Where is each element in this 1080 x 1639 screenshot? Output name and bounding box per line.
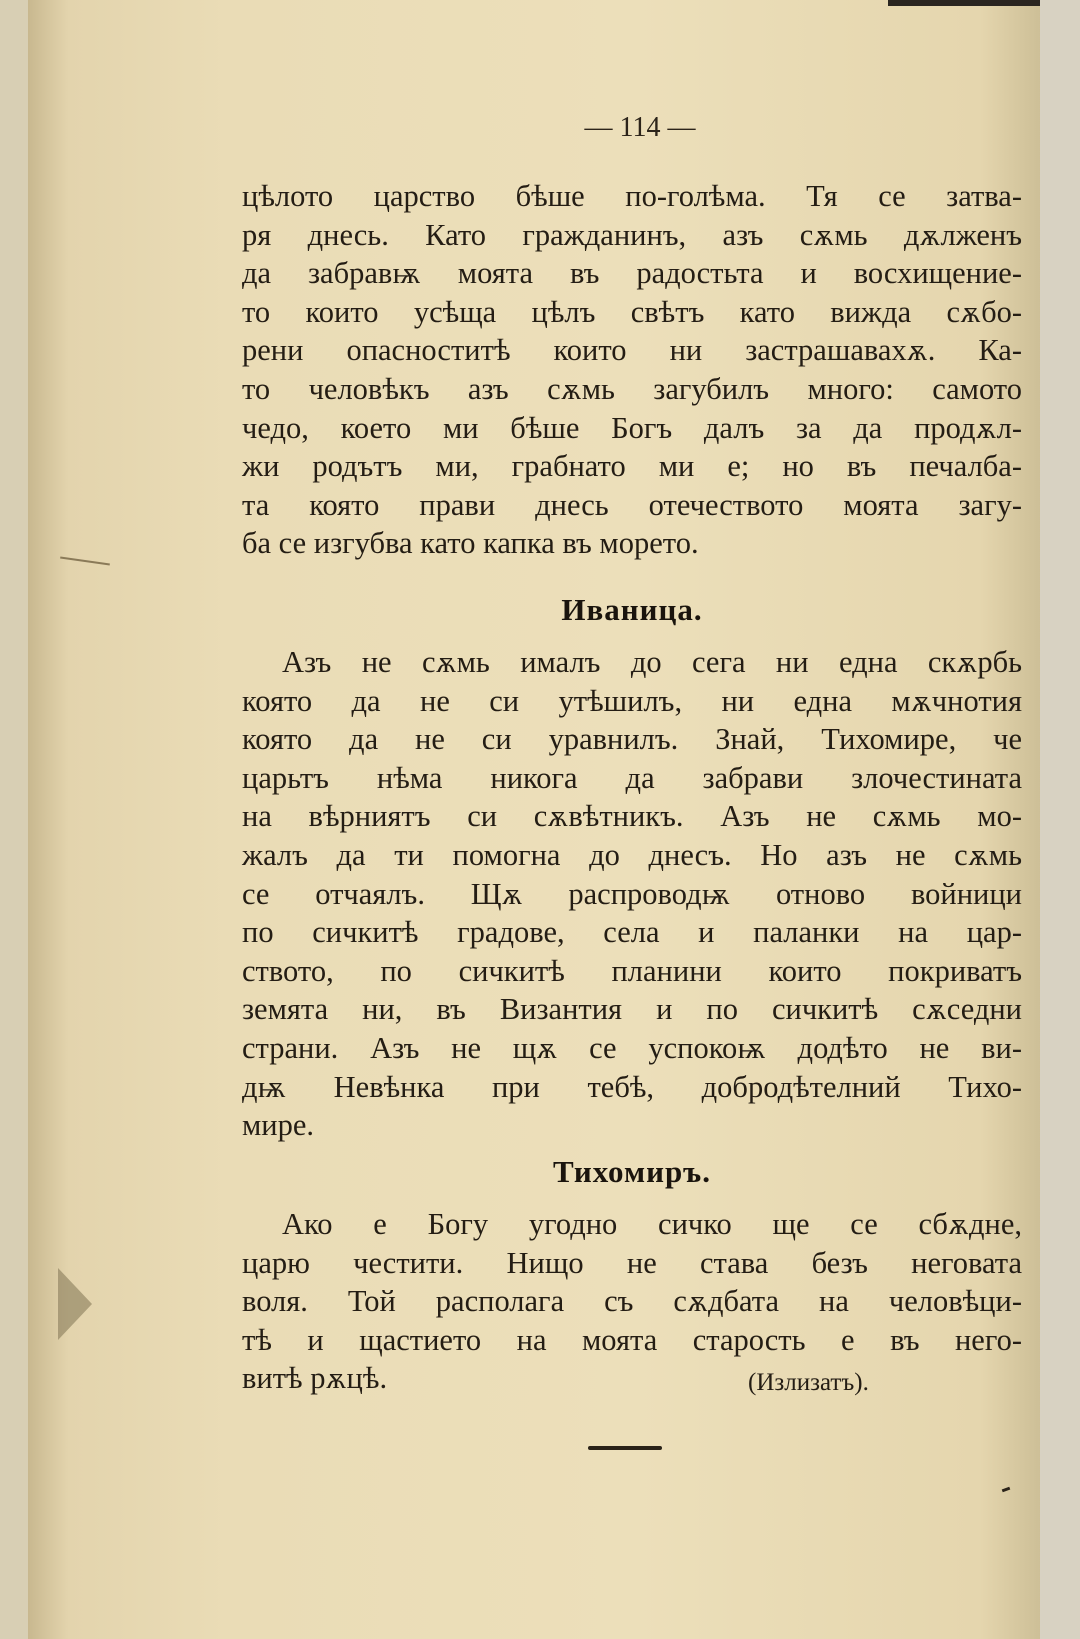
text-line: жи родътъ ми, грабнато ми е; но въ печалба- xyxy=(242,449,1022,484)
paragraph-2 xyxy=(242,643,1022,1145)
text-line: Ако е Богу угодно сичко ще се сбѫдне, xyxy=(282,1207,1022,1241)
text-line: тѣ и щастието на моята старость е въ него- xyxy=(242,1322,1022,1357)
text-line: царьтъ нѣма никога да забрави злочестината xyxy=(242,760,1022,795)
speaker-heading-ivanitsa: Иваница. xyxy=(561,592,703,627)
scan-margin xyxy=(1040,0,1080,1639)
text-line: то человѣкъ азъ сѫмь загубилъ много: самото xyxy=(242,371,1022,406)
speaker-heading-tihomir: Тихомиръ. xyxy=(552,1154,712,1189)
paper-crease xyxy=(60,557,110,566)
page-number: — 114 — xyxy=(584,112,696,143)
paper-tear xyxy=(58,1268,92,1340)
paragraph-3 xyxy=(242,1205,1022,1398)
text-line: ря днесь. Като гражданинъ, азъ сѫмь дѫлженъ xyxy=(242,217,1022,252)
text-line: по сичкитѣ градове, села и паланки на цар- xyxy=(242,915,1022,950)
text-line: на вѣрниятъ си сѫвѣтникъ. Азъ не сѫмь мо- xyxy=(242,799,1022,834)
text-line: ството, по сичкитѣ планини които покриватъ xyxy=(242,953,1022,988)
text-line: то които усѣща цѣлъ свѣтъ като вижда сѫбо- xyxy=(242,294,1022,329)
text-line: която да не си утѣшилъ, ни една мѫчнотия xyxy=(242,683,1022,718)
text-line: да забравѭ моята въ радостьта и восхищение- xyxy=(242,256,1022,291)
text-line: страни. Азъ не щѫ се успокоѭ додѣто не ви- xyxy=(242,1030,1022,1065)
text-line: чедо, което ми бѣше Богъ далъ за да продѫл- xyxy=(242,410,1022,445)
section-rule xyxy=(588,1446,662,1450)
text-line: Азъ не сѫмь ималъ до сега ни една скѫрбь xyxy=(282,645,1022,679)
text-line: та която прави днесь отечеството моята загу- xyxy=(242,487,1022,522)
stage-direction: (Излизатъ). xyxy=(748,1369,869,1396)
text-line: витѣ рѫцѣ. xyxy=(242,1361,388,1396)
text-line: ба се изгубва като капка въ морето. xyxy=(242,526,699,561)
text-line: цѣлото царство бѣше по-голѣма. Тя се затва- xyxy=(242,179,1022,213)
text-line: земята ни, въ Византия и по сичкитѣ сѫседни xyxy=(242,992,1022,1027)
text-line: жалъ да ти помогна до днесъ. Но азъ не сѫмь xyxy=(242,837,1022,872)
text-line: дѭ Невѣнка при тебѣ, добродѣтелний Тихо- xyxy=(242,1069,1022,1104)
text-line: която да не си уравнилъ. Знай, Тихомире, че xyxy=(242,722,1022,757)
text-line: царю честити. Нищо не става безъ неговата xyxy=(242,1245,1022,1280)
paragraph-1 xyxy=(242,177,1022,563)
text-line: мире. xyxy=(242,1108,315,1143)
text-line: рени опасноститѣ които ни застрашавахѫ. Ка- xyxy=(242,333,1022,368)
text-line: воля. Той располага съ сѫдбата на человѣци- xyxy=(242,1284,1022,1319)
text-line: се отчаялъ. Щѫ распроводѭ отново войници xyxy=(242,876,1022,911)
